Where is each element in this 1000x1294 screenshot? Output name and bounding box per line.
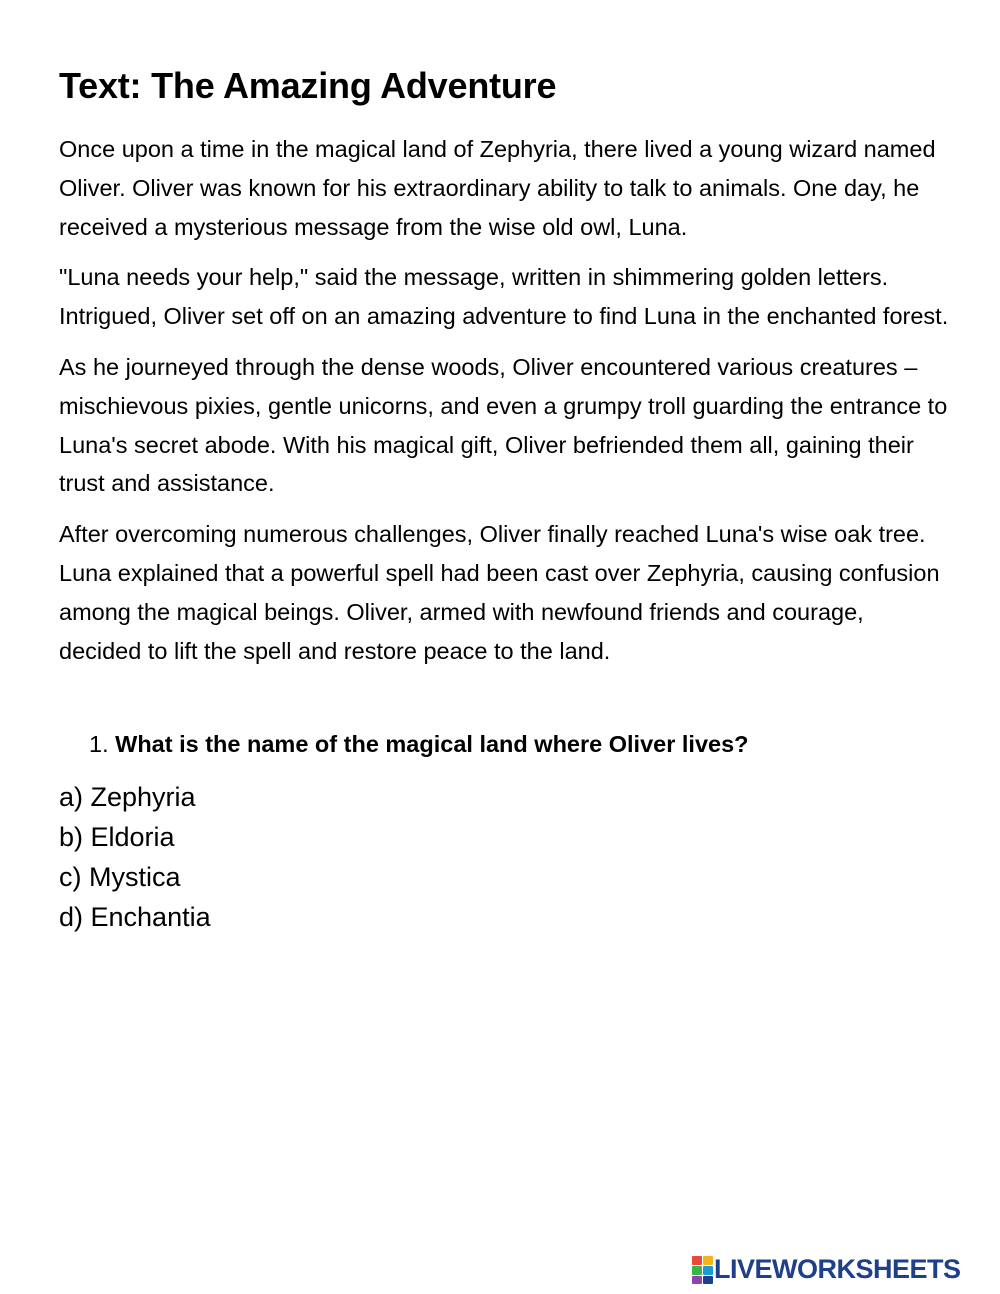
document-title: Text: The Amazing Adventure xyxy=(59,65,557,106)
answer-options xyxy=(59,777,949,937)
option-c[interactable]: c) Mystica xyxy=(59,862,181,893)
story-paragraph-3: As he journeyed through the dense woods, Oliver encountered various creatures – mischievous pixies, gentle unicorns, and even a grumpy troll guarding the entrance to Luna's secret abode. With his magical gift, Oliver befriended them all, gaining their trust and assistance. xyxy=(59,353,948,497)
story-paragraph-1: Once upon a time in the magical land of Zephyria, there lived a young wizard named Oliver. Oliver was known for his extraordinary ability to talk to animals. One day, he received a mysterious message from the wise old owl, Luna. xyxy=(59,136,936,240)
logo-mark-cell xyxy=(692,1266,702,1275)
logo-text: LIVEWORKSHEETS xyxy=(714,1253,961,1284)
question-1 xyxy=(59,725,949,763)
question-text: What is the name of the magical land where Oliver lives? xyxy=(115,731,749,758)
question-number: 1. xyxy=(89,731,109,758)
story-paragraph-2: "Luna needs your help," said the message, written in shimmering golden letters. Intrigued, Oliver set off on an amazing adventure to find Luna in the enchanted forest. xyxy=(59,264,949,330)
story-paragraph-4: After overcoming numerous challenges, Oliver finally reached Luna's wise oak tree. Luna explained that a powerful spell had been cast over Zephyria, causing confusion among the magical beings. Oliver, armed with newfound friends and courage, decided to lift the spell and restore peace to the land. xyxy=(59,521,940,664)
option-d[interactable]: d) Enchantia xyxy=(59,902,211,933)
logo-mark-cell xyxy=(703,1266,713,1275)
logo-mark-cell xyxy=(692,1256,702,1265)
option-b[interactable]: b) Eldoria xyxy=(59,822,175,853)
logo-mark-cell xyxy=(692,1276,702,1284)
logo-mark-icon xyxy=(692,1256,712,1282)
logo-mark-cell xyxy=(703,1276,713,1284)
liveworksheets-logo xyxy=(692,1254,961,1284)
worksheet-page xyxy=(59,60,949,937)
logo-mark-cell xyxy=(703,1256,713,1265)
option-a[interactable]: a) Zephyria xyxy=(59,782,196,813)
